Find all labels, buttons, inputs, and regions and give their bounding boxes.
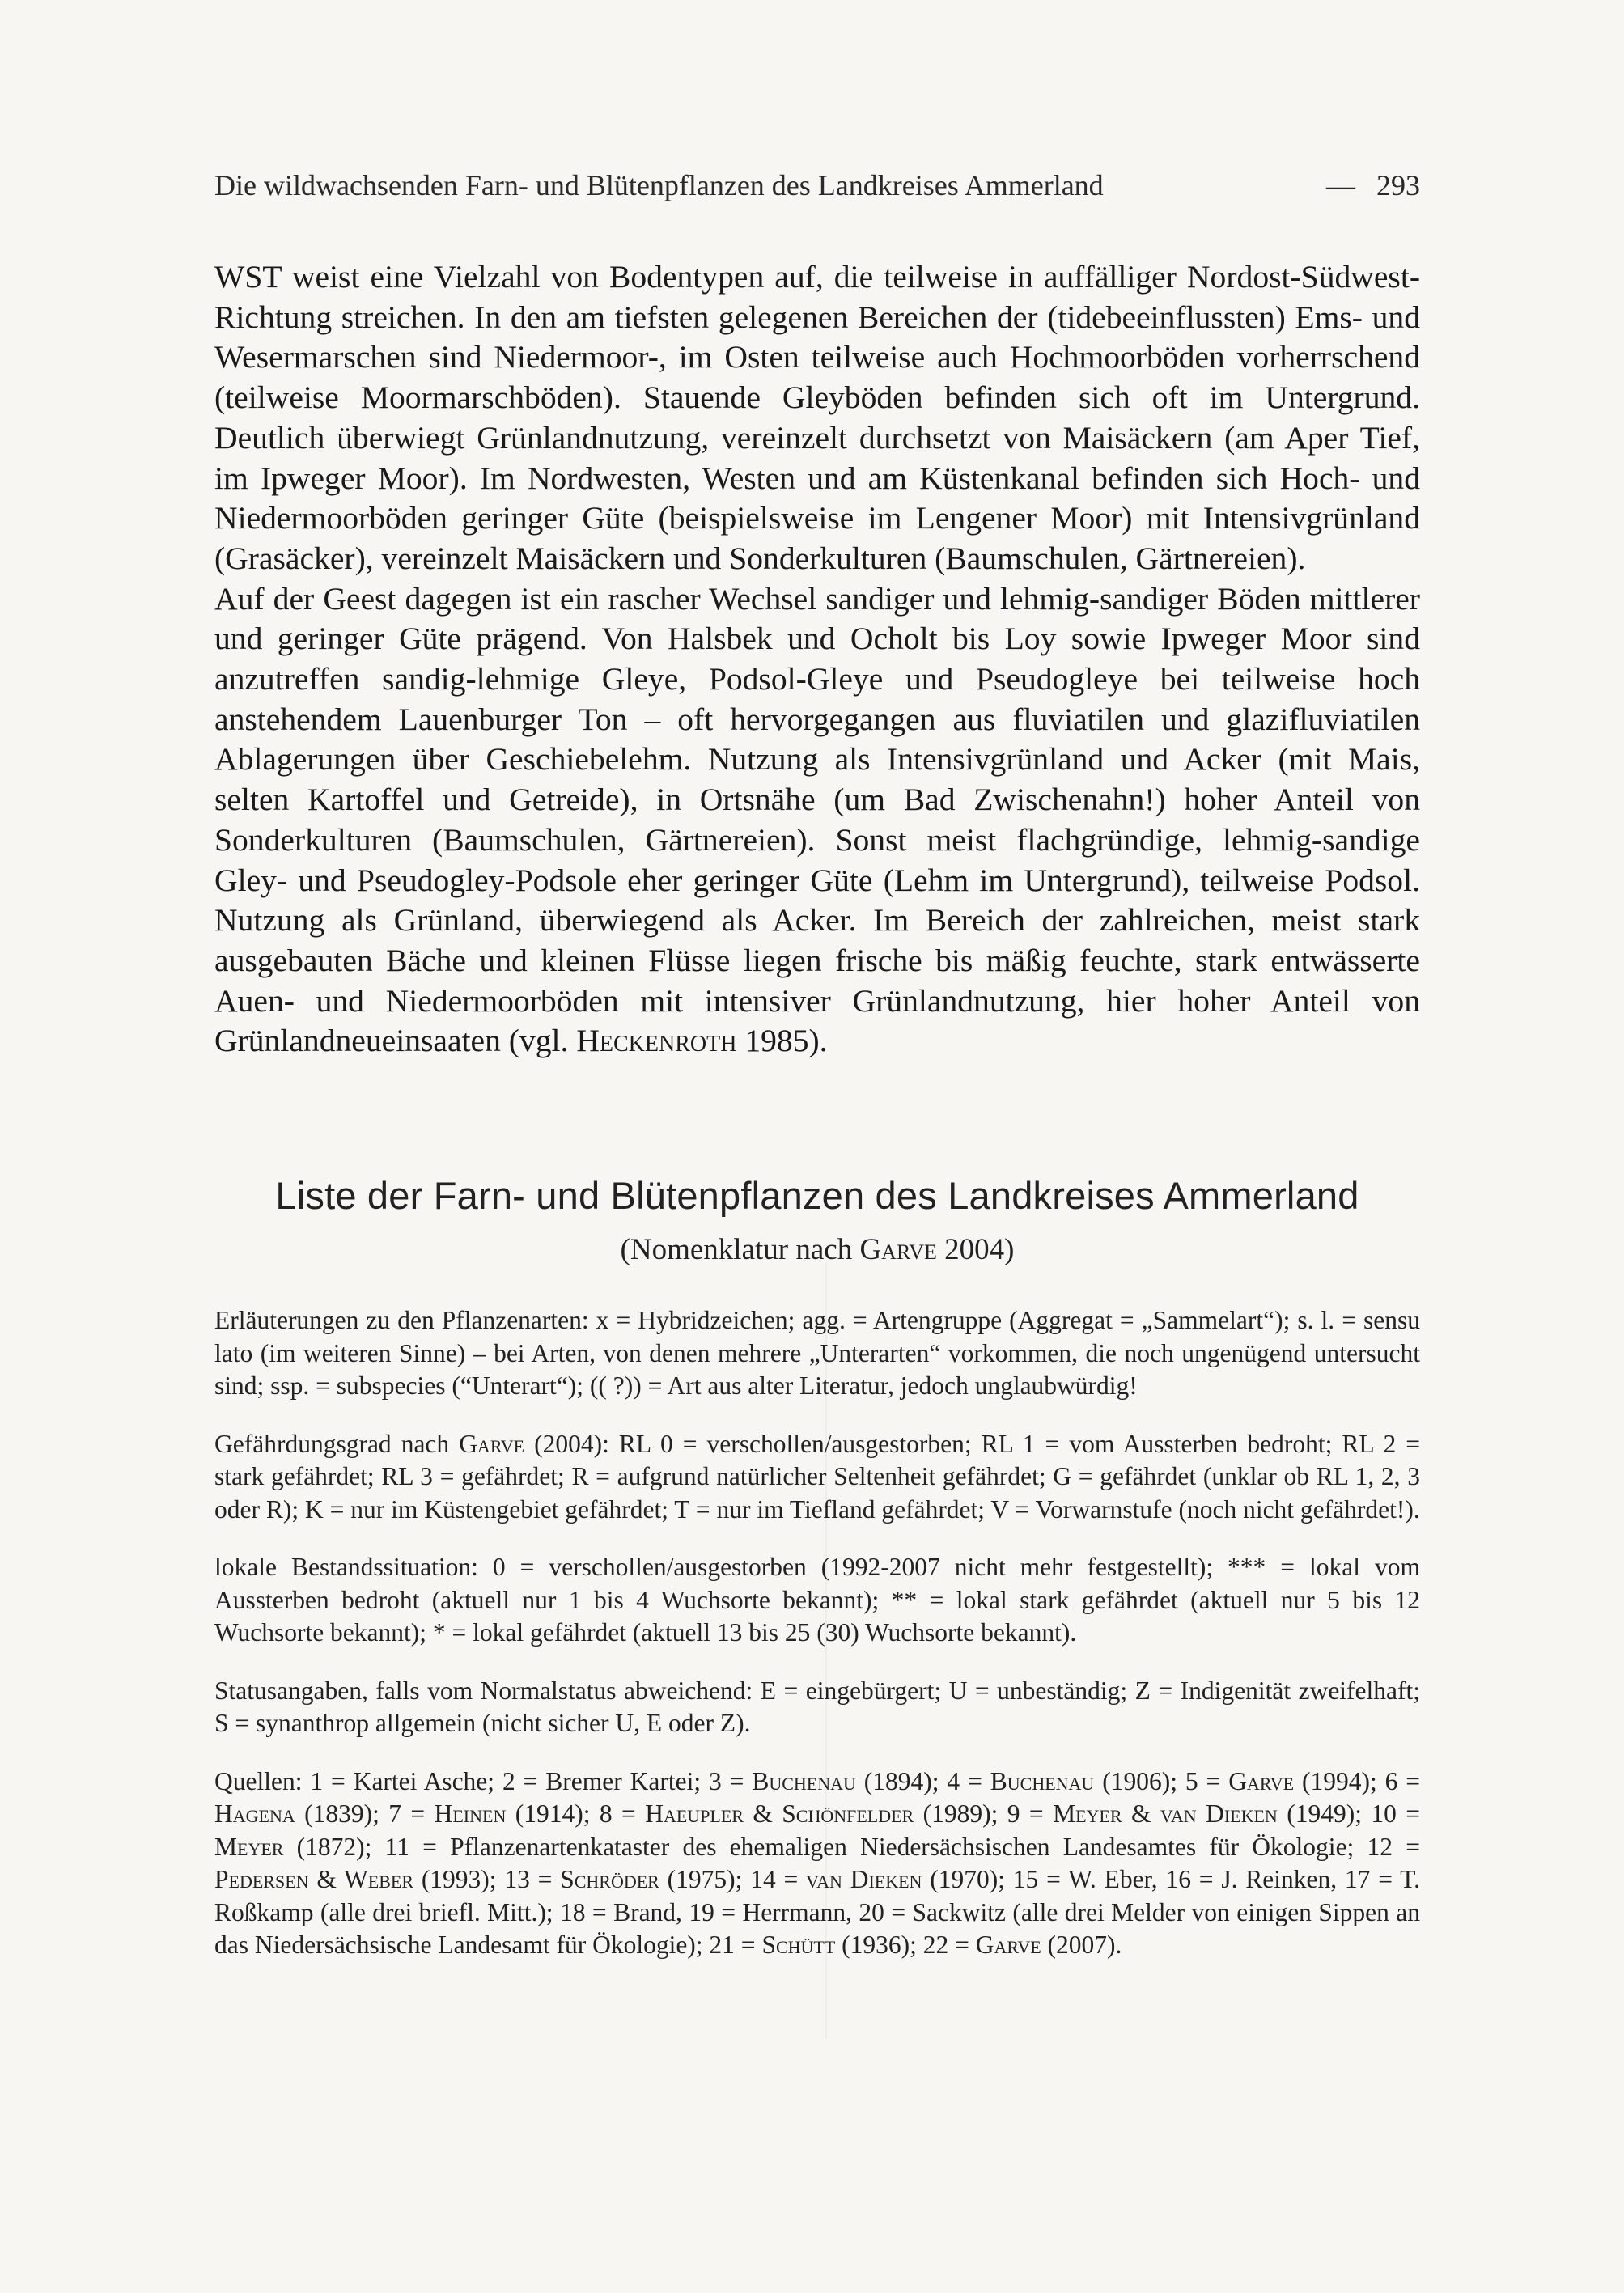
legend-notes xyxy=(214,1304,1420,1987)
legend-text: (1906); 5 = xyxy=(1094,1766,1229,1795)
legend-text: (1894); 4 = xyxy=(855,1766,990,1795)
legend-local-status: lokale Bestandssituation: 0 = verschollen/ausgestorben (1992-2007 nicht mehr festgestellt); *** = lokal vom Aussterben bedroht (aktuell nur 1 bis 4 Wuchsorte bekannt); ** = lokal stark gefährdet (aktuell nur 5 bis 12 Wuchsorte bekannt); * = lokal gefährdet (aktuell 13 bis 25 (30) Wuchsorte bekannt). xyxy=(214,1553,1420,1647)
legend-text: (2007). xyxy=(1041,1931,1122,1959)
paragraph-text: Auf der Geest dagegen ist ein rascher Wechsel sandiger und lehmig-sandiger Böden mittlerer und geringer Güte prägend. Von Halsbek und Ocholt bis Loy sowie Ipweger Moor sind anzutreffen sandig-lehmige Gleye, Podsol-Gleye und Pseudogleye bei teilweise hoch anstehendem Lauenburger Ton – oft hervorgegangen aus fluviatilen und glazifluviatilen Ablagerungen über Geschiebelehm. Nutzung als Intensivgrünland und Acker (mit Mais, selten Kartoffel und Getreide), in Ortsnähe (um Bad Zwischenahn!) hoher Anteil von Sonderkulturen (Baumschulen, Gärtnereien). Sonst meist flachgründige, lehmig-sandige Gley- und Pseudogley-Podsole eher geringer Güte (Lehm im Untergrund), teilweise Podsol. Nutzung als Grünland, überwiegend als Acker. Im Bereich der zahlreichen, meist stark ausgebauten Bäche und kleinen Flüsse liegen frische bis mäßig feuchte, stark entwässerte Auen- und Niedermoorböden mit intensiver Grünlandnutzung, hier hoher Anteil von Grünlandneueinsaaten (vgl. xyxy=(214,580,1420,1059)
legend-sources xyxy=(214,1765,1420,1962)
legend-text: Gefährdungsgrad nach xyxy=(214,1429,460,1458)
body-text xyxy=(214,257,1420,1062)
paragraph-geest-soils xyxy=(214,579,1420,1062)
running-head-dash: — xyxy=(1326,169,1355,201)
section-title: Liste der Farn- und Blütenpflanzen des Landkreises Ammerland xyxy=(275,1174,1359,1217)
author-citation: Meyer & van Dieken xyxy=(1053,1799,1278,1828)
author-citation: Buchenau xyxy=(752,1766,856,1795)
paragraph-text: 1985). xyxy=(736,1023,828,1059)
paragraph-text: WST weist eine Vielzahl von Bodentypen auf, die teilweise in auffälliger Nordost-Südwest-Richtung streichen. In den am tiefsten gelegenen Bereichen der (tidebeeinflussten) Ems- und Wesermarschen sind Niedermoor-, im Osten teilweise auch Hochmoorböden vorherrschend (teilweise Moormarschböden). Stauende Gleyböden befinden sich oft im Untergrund. Deutlich überwiegt Grünlandnutzung, vereinzelt durchsetzt von Maisäckern (am Aper Tief, im Ipweger Moor). Im Nordwesten, Westen und am Küstenkanal befinden sich Hoch- und Niedermoorböden geringer Güte (beispielsweise im Lengener Moor) mit Intensivgrünland (Grasäcker), vereinzelt Maisäckern und Sonderkulturen (Baumschulen, Gärtnereien). xyxy=(214,259,1420,576)
author-citation: Heinen xyxy=(434,1799,507,1828)
author-citation: Schröder xyxy=(560,1865,659,1893)
page-number-group xyxy=(1326,166,1420,205)
running-head xyxy=(214,166,1420,205)
legend-status: Statusangaben, falls vom Normalstatus abweichend: E = eingebürgert; U = unbeständig; Z = Indigenität zweifelhaft; S = synanthrop allgemein (nicht sicher U, E oder Z). xyxy=(214,1676,1420,1737)
author-citation: Garve xyxy=(459,1429,525,1458)
legend-text: (1872); 11 = Pflanzenartenkataster des ehemaligen Niedersächsischen Landesamtes für Ökologie; 12 = xyxy=(283,1832,1420,1861)
author-citation: Haeupler & Schönfelder xyxy=(645,1799,914,1828)
legend-text: (1914); 8 = xyxy=(506,1799,646,1828)
author-citation: Schütt xyxy=(761,1931,836,1959)
legend-text: (1993); 13 = xyxy=(413,1865,561,1893)
legend-text: (1936); 22 = xyxy=(835,1931,976,1959)
author-citation: Garve xyxy=(975,1931,1041,1959)
legend-text: (1839); 7 = xyxy=(295,1799,435,1828)
subtitle-text: 2004) xyxy=(936,1233,1015,1266)
subtitle-text: (Nomenklatur nach xyxy=(620,1233,860,1266)
legend-text: (1994); 6 = xyxy=(1294,1766,1421,1795)
legend-text: (1989); 9 = xyxy=(914,1799,1054,1828)
author-citation: Pedersen & Weber xyxy=(214,1865,414,1893)
legend-red-list xyxy=(214,1428,1420,1527)
legend-text: (1970); 15 = W. Eber, 16 = J. Reinken, 17 = T. Roßkamp (alle drei briefl. Mitt.); 18 = Brand, 19 = Herrmann, 20 = Sackwitz (alle drei Melder von einigen Sippen an das Niedersächsische Landesamt für Ökologie); 21 = xyxy=(214,1865,1420,1959)
page-number: 293 xyxy=(1376,169,1420,201)
section-heading xyxy=(214,1172,1420,1270)
author-citation: Buchenau xyxy=(990,1766,1095,1795)
legend-text: (1975); 14 = xyxy=(659,1865,807,1893)
paragraph-marsh-soils xyxy=(214,257,1420,579)
legend-species-notes: Erläuterungen zu den Pflanzenarten: x = Hybridzeichen; agg. = Artengruppe (Aggregat = „Sammelart“); s. l. = sensu lato (im weiteren Sinne) – bei Arten, von denen mehrere „Unterarten“ vorkommen, die noch ungenügend untersucht sind; ssp. = subspecies (“Unterart“); (( ?)) = Art aus alter Literatur, jedoch unglaubwürdig! xyxy=(214,1306,1420,1400)
legend-text: (1949); 10 = xyxy=(1277,1799,1421,1828)
author-citation: Heckenroth xyxy=(576,1023,737,1059)
author-citation: Garve xyxy=(1228,1766,1295,1795)
author-citation: van Dieken xyxy=(806,1865,922,1893)
author-citation: Meyer xyxy=(214,1832,284,1861)
legend-text: (2004): RL 0 = verschollen/ausgestorben; RL 1 = vom Aussterben bedroht; RL 2 = stark gefährdet; RL 3 = gefährdet; R = aufgrund natürlicher Seltenheit gefährdet; G = gefährdet (unklar ob RL 1, 2, 3 oder R); K = nur im Küstengebiet gefährdet; T = nur im Tiefland gefährdet; V = Vorwarnstufe (noch nicht gefährdet!). xyxy=(214,1429,1420,1524)
running-head-title: Die wildwachsenden Farn- und Blütenpflanzen des Landkreises Ammerland xyxy=(214,169,1104,201)
author-citation: Garve xyxy=(859,1233,937,1266)
legend-text: Quellen: 1 = Kartei Asche; 2 = Bremer Kartei; 3 = xyxy=(214,1766,753,1795)
author-citation: Hagena xyxy=(214,1799,295,1828)
section-subtitle xyxy=(214,1230,1420,1270)
